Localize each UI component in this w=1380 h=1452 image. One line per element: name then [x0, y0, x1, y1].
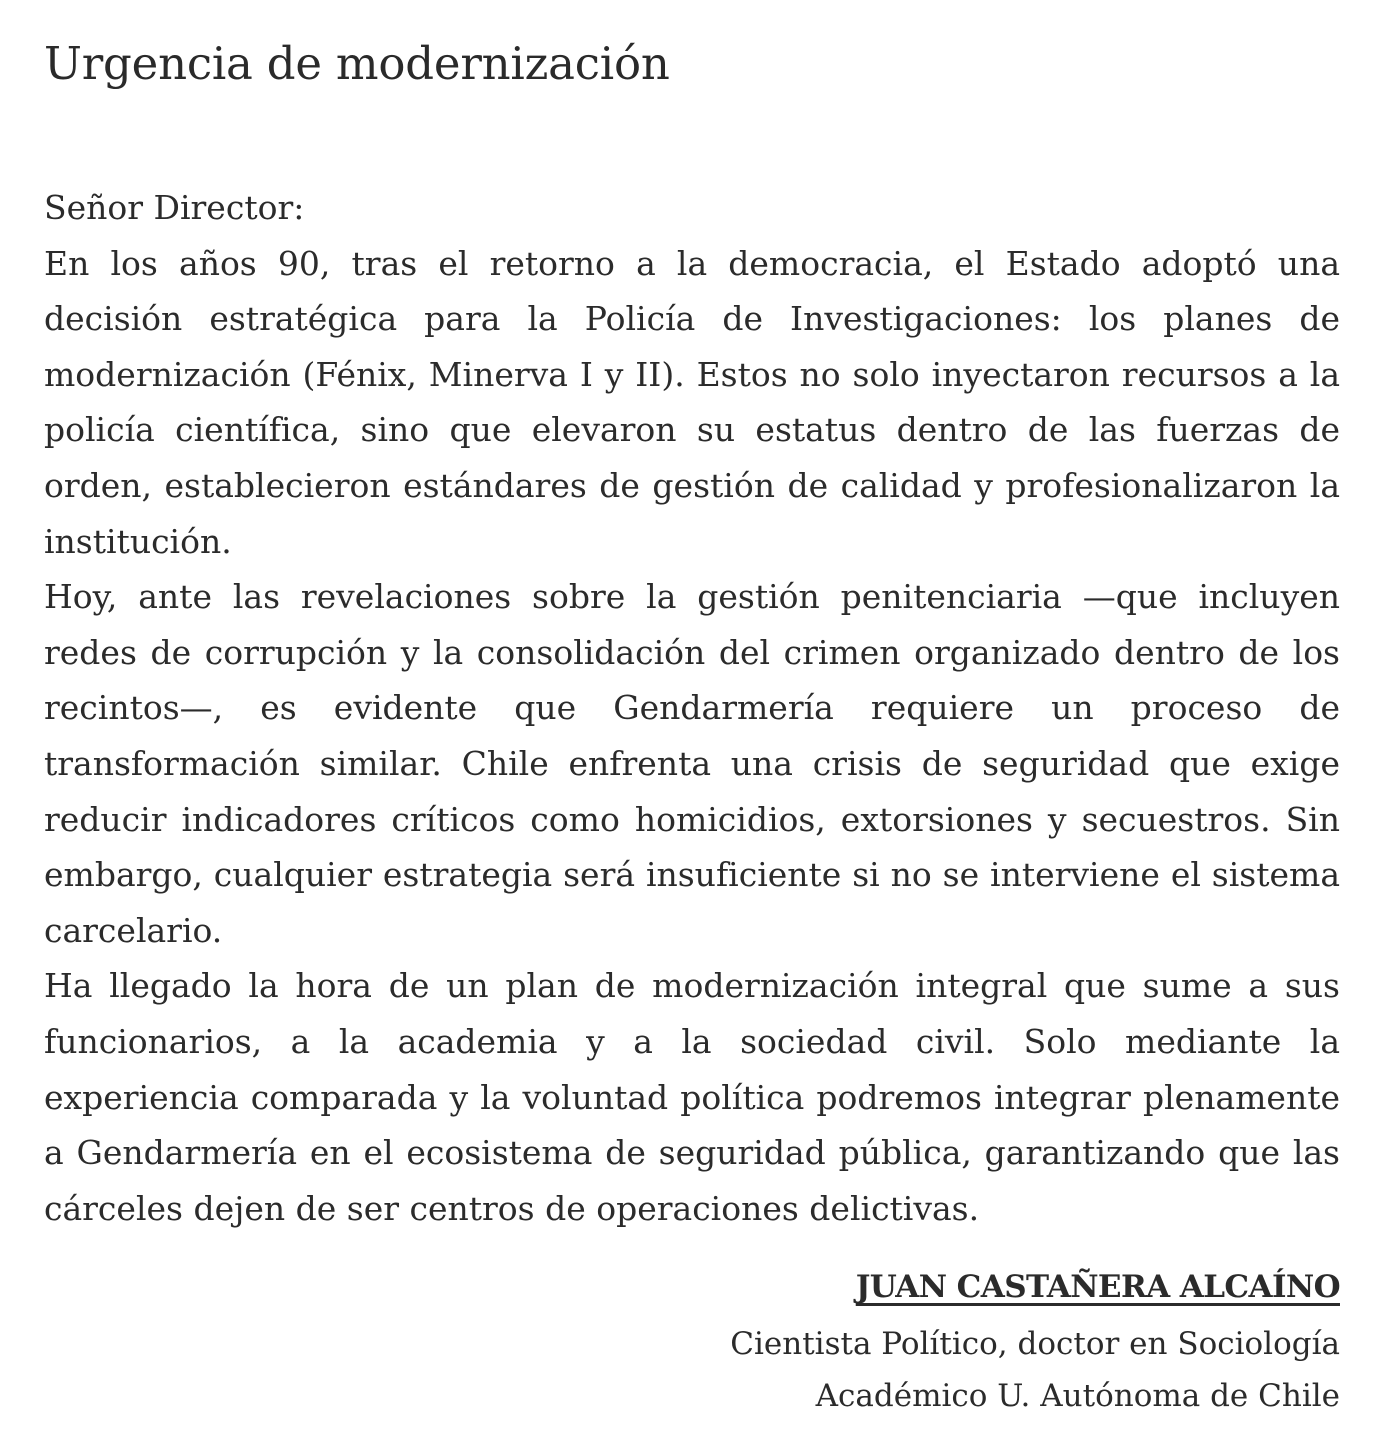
signature-role: Cientista Político, doctor en Sociología [730, 1326, 1340, 1362]
signature-affiliation: Académico U. Autónoma de Chile [815, 1378, 1340, 1414]
salutation: Señor Director: [44, 188, 305, 227]
letter-body [44, 180, 1340, 1236]
signature-name: JUAN CASTAÑERA ALCAÍNO [855, 1269, 1340, 1305]
letter-title: Urgencia de modernización [44, 37, 670, 90]
letter-container [44, 28, 1340, 1236]
paragraph-2: Hoy, ante las revelaciones sobre la gestión penitenciaria —que incluyen redes de corrupción y la consolidación del crimen organizado dentro de los recintos—, es evidente que Gendarmería requiere un proceso de transformación similar. Chile enfrenta una crisis de seguridad que exige reducir indicadores críticos como homicidios, extorsiones y secuestros. Sin embargo, cualquier estrategia será insuficiente si no se interviene el sistema carcelario. [44, 577, 1340, 950]
paragraph-3: Ha llegado la hora de un plan de modernización integral que sume a sus funcionarios, a la academia y a la sociedad civil. Solo mediante la experiencia comparada y la voluntad política podremos integrar plenamente a Gendarmería en el ecosistema de seguridad pública, garantizando que las cárceles dejen de ser centros de operaciones delictivas. [44, 966, 1340, 1228]
signature-block [730, 1262, 1340, 1422]
paragraph-1: En los años 90, tras el retorno a la democracia, el Estado adoptó una decisión estratégica para la Policía de Investigaciones: los planes de modernización (Fénix, Minerva I y II). Estos no solo inyectaron recursos a la policía científica, sino que elevaron su estatus dentro de las fuerzas de orden, establecieron estándares de gestión de calidad y profesionalizaron la institución. [44, 243, 1340, 561]
